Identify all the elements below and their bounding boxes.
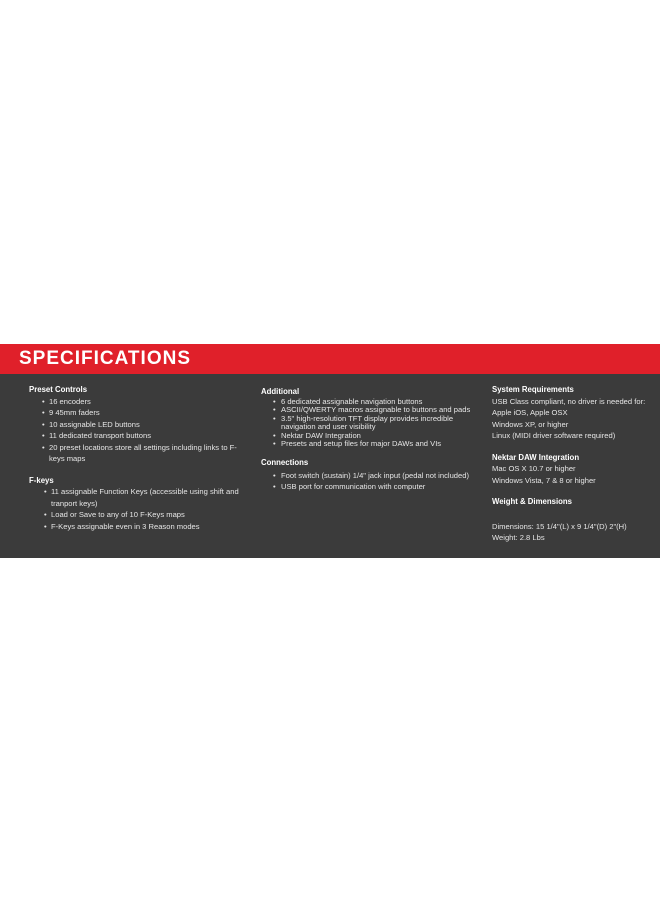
banner-title: SPECIFICATIONS [19, 348, 191, 369]
bullet-icon: • [273, 482, 276, 492]
spec-line: Linux (MIDI driver software required) [492, 431, 616, 440]
bullet-icon: • [273, 430, 276, 440]
section-heading-fkeys: F-keys [29, 475, 54, 485]
spec-line: Windows Vista, 7 & 8 or higher [492, 475, 596, 485]
bullet-icon: • [42, 396, 45, 406]
list-item-text: USB port for communication with computer [281, 482, 426, 492]
section-heading-daw-integration: Nektar DAW Integration [492, 452, 580, 462]
list-item [29, 442, 239, 465]
list-item [261, 415, 471, 432]
list-item-text: 11 assignable Function Keys (accessible using shift and tranport keys) [51, 487, 239, 508]
specs-column-3 [492, 384, 652, 544]
list-item-text: 9 45mm faders [49, 408, 100, 417]
list-item [261, 440, 471, 449]
list-item-text: 11 dedicated transport buttons [49, 431, 152, 440]
list-item [261, 470, 471, 482]
list-item-text: Load or Save to any of 10 F-Keys maps [51, 510, 185, 519]
list-item [29, 407, 239, 419]
spec-line: USB Class compliant, no driver is needed for: [492, 396, 646, 406]
connections-list [261, 470, 471, 493]
list-item [261, 481, 471, 493]
bullet-icon: • [273, 405, 276, 415]
specs-column-2 [261, 386, 471, 493]
list-item [29, 396, 239, 408]
specs-column-1 [29, 384, 239, 532]
spec-line: Dimensions: 15 1/4"(L) x 9 1/4"(D) 2"(H) [492, 521, 627, 531]
list-item [29, 521, 239, 533]
specifications-banner [0, 344, 660, 558]
list-item-text: 3.5" high-resolution TFT display provides incredible navigation and user visibility [281, 413, 454, 432]
list-item-text: 6 dedicated assignable navigation buttons [281, 396, 423, 406]
list-item-text: Nektar DAW Integration [281, 430, 361, 440]
list-item-text: Presets and setup files for major DAWs and VIs [281, 439, 442, 449]
list-item-text: 20 preset locations store all settings including links to F-keys maps [49, 442, 237, 463]
section-heading-additional: Additional [261, 387, 300, 396]
bullet-icon: • [273, 470, 276, 480]
section-heading-preset-controls: Preset Controls [29, 385, 88, 394]
list-item-text: ASCII/QWERTY macros assignable to buttons and pads [281, 405, 471, 415]
daw-integration-lines [492, 463, 652, 486]
spec-line: Apple iOS, Apple OSX [492, 408, 568, 417]
list-item [29, 430, 239, 442]
list-item-text: Foot switch (sustain) 1/4" jack input (pedal not included) [281, 470, 469, 480]
weight-dimensions-lines [492, 521, 652, 544]
list-item [29, 486, 239, 509]
bullet-icon: • [44, 510, 47, 519]
spec-line: Weight: 2.8 Lbs [492, 533, 545, 542]
list-item [29, 509, 239, 521]
bullet-icon: • [273, 396, 276, 406]
spec-line: Windows XP, or higher [492, 419, 569, 429]
bullet-icon: • [44, 521, 47, 531]
section-heading-connections: Connections [261, 458, 309, 468]
bullet-icon: • [42, 408, 45, 417]
list-item [29, 419, 239, 431]
list-item-text: 16 encoders [49, 396, 91, 406]
bullet-icon: • [42, 442, 45, 452]
preset-controls-list [29, 396, 239, 465]
additional-list [261, 398, 471, 450]
banner-header [0, 344, 660, 374]
bullet-icon: • [273, 439, 276, 449]
fkeys-list [29, 486, 239, 532]
list-item-text: F-Keys assignable even in 3 Reason modes [51, 521, 200, 531]
bullet-icon: • [273, 413, 276, 423]
bullet-icon: • [44, 487, 47, 496]
section-heading-system-requirements: System Requirements [492, 385, 574, 394]
list-item-text: 10 assignable LED buttons [49, 419, 140, 429]
section-heading-weight-dimensions: Weight & Dimensions [492, 497, 572, 506]
spec-line: Mac OS X 10.7 or higher [492, 464, 576, 473]
bullet-icon: • [42, 431, 45, 440]
system-requirements-lines [492, 396, 652, 442]
bullet-icon: • [42, 419, 45, 429]
